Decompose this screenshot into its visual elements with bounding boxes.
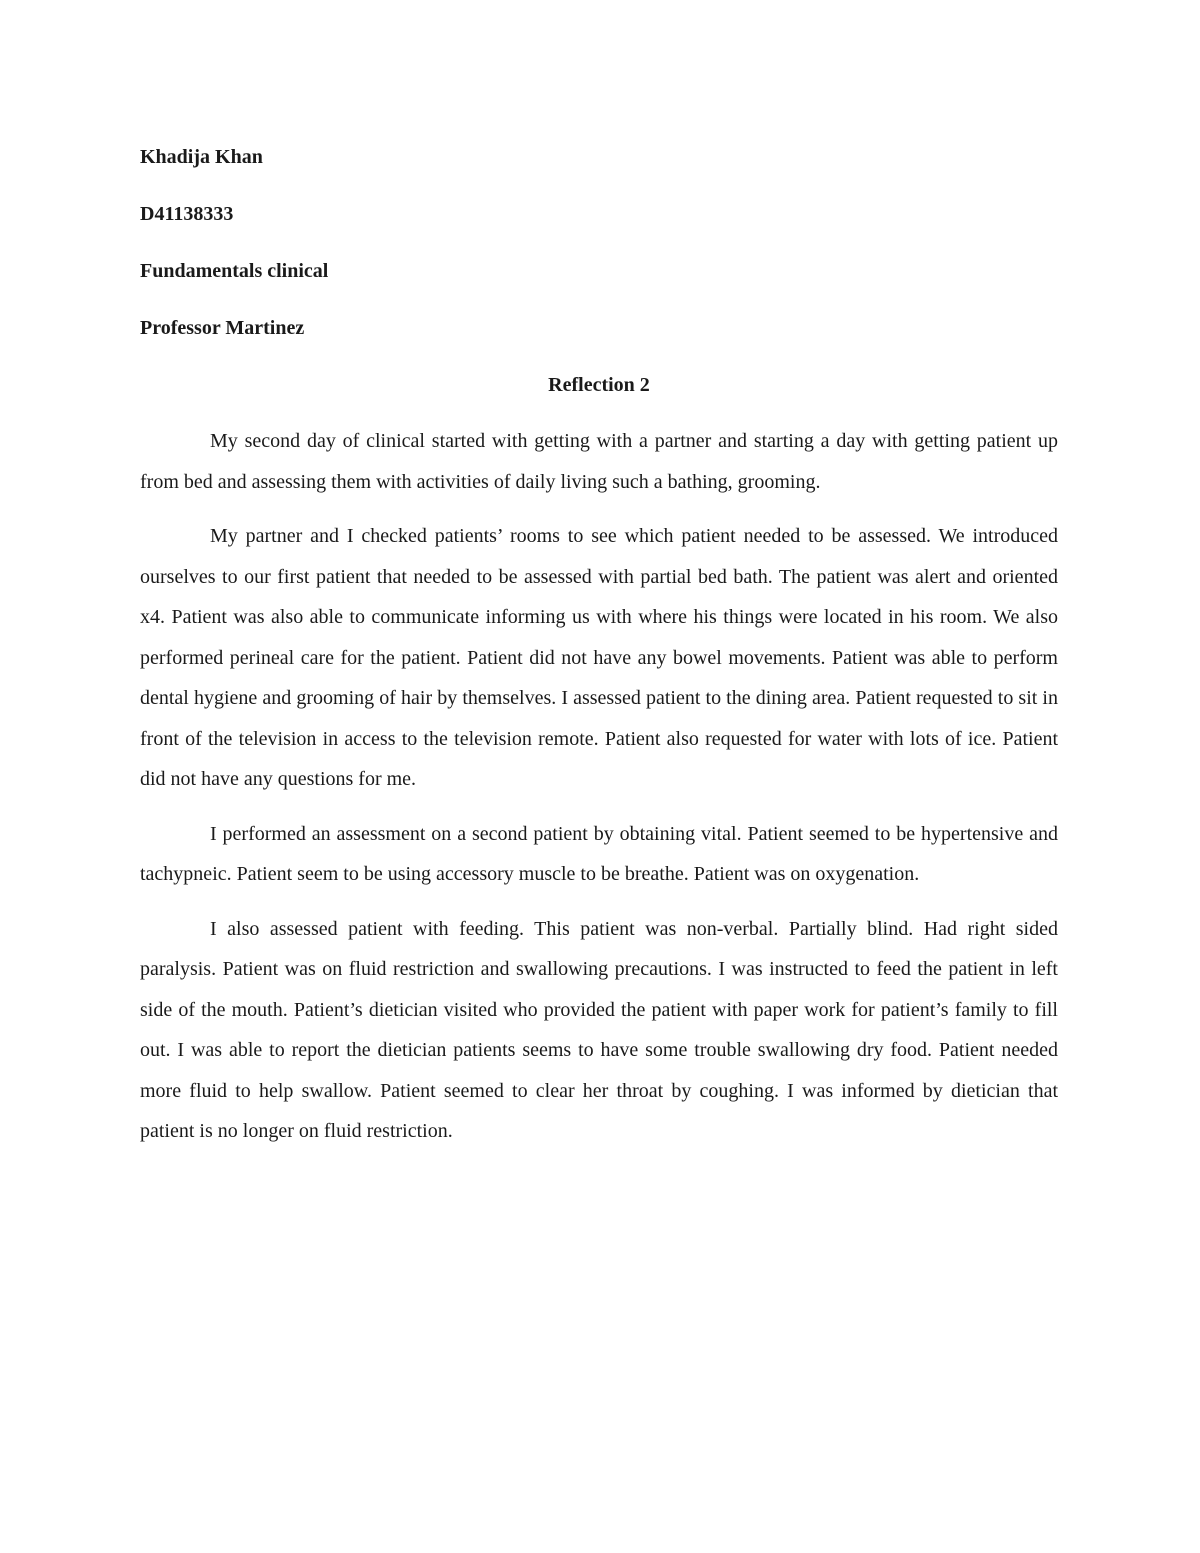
paragraph-3: I performed an assessment on a second patient by obtaining vital. Patient seemed to be hypertensive and tachypneic. Patient seem to be using accessory muscle to be breathe. Patient was on oxygenation. bbox=[140, 822, 1058, 885]
paragraph-4: I also assessed patient with feeding. This patient was non-verbal. Partially blind. Had right sided paralysis. Patient was on fluid restriction and swallowing precautions. I was instructed to feed the patient in left side of the mouth. Patient’s dietician visited who provided the patient with paper work for patient’s family to fill out. I was able to report the dietician patients seems to have some trouble swallowing dry food. Patient needed more fluid to help swallow. Patient seemed to clear her throat by coughing. I was informed by dietician that patient is no longer on fluid restriction. bbox=[140, 917, 1058, 1142]
course-name: Fundamentals clinical bbox=[140, 260, 329, 282]
paragraph-1: My second day of clinical started with getting with a partner and starting a day with getting patient up from bed and assessing them with activities of daily living such a bathing, grooming. bbox=[140, 430, 1058, 493]
author-name: Khadija Khan bbox=[140, 146, 263, 168]
paragraph-2: My partner and I checked patients’ rooms to see which patient needed to be assessed. We introduced ourselves to our first patient that needed to be assessed with partial bed bath. The patient was alert and oriented x4. Patient was also able to communicate informing us with where his things were located in his room. We also performed perineal care for the patient. Patient did not have any bowel movements. Patient was able to perform dental hygiene and grooming of hair by themselves. I assessed patient to the dining area. Patient requested to sit in front of the television in access to the television remote. Patient also requested for water with lots of ice. Patient did not have any questions for me. bbox=[140, 525, 1058, 790]
professor-name: Professor Martinez bbox=[140, 317, 305, 339]
document-body bbox=[140, 140, 1058, 1166]
student-id: D41138333 bbox=[140, 203, 234, 225]
document-title: Reflection 2 bbox=[548, 374, 650, 396]
